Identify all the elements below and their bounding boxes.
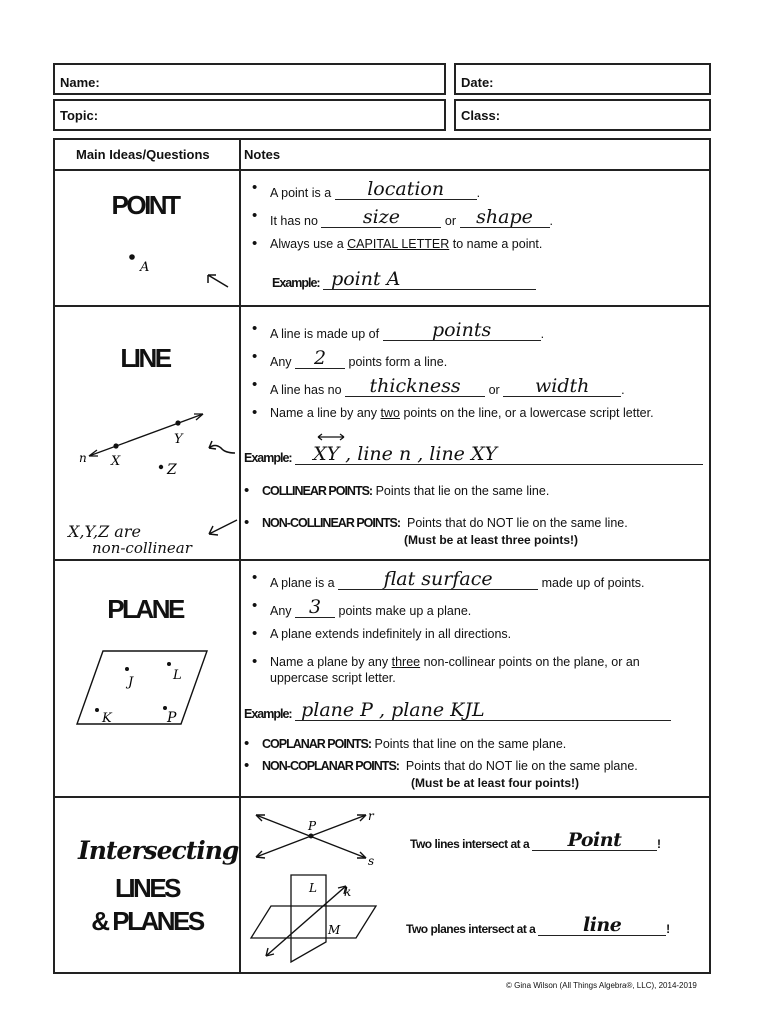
noncollinear-note: (Must be at least three points!) [404,533,579,547]
line-bullet-4: • Name a line by any two points on the line, or a lowercase script letter. [270,406,654,420]
point-bullet-3: • Always use a CAPITAL LETTER to name a point. [270,237,542,251]
topic-field[interactable] [53,99,446,131]
coplanar-definition: • COPLANAR POINTS: Points that line on the same plane. [262,737,566,751]
plane-example-answer: plane P , plane KJL [301,699,485,721]
line-example-answer: XY , line n , line XY [313,443,498,465]
line-symbol-icon [316,432,346,442]
intersecting-lines-diagram [248,805,388,870]
plane-answer-flat-surface: flat surface [383,568,493,590]
column-divider [239,140,241,972]
point-diagram [120,245,230,295]
row-divider [55,559,709,561]
plane-label-L: L [173,668,182,683]
plane-title: PLANE [107,594,183,624]
plane-bullet-3: • A plane extends indefinitely in all directions. [270,627,511,641]
name-field[interactable] [53,63,446,95]
plane-bullet-1: • A plane is a flat surface made up of points. [270,571,644,590]
line-answer-points: points [431,319,492,341]
noncollinear-definition: • NON-COLLINEAR POINTS: Points that do NOT lie on the same line. [262,516,628,530]
plane-bullet-4-cont: uppercase script letter. [270,671,396,685]
intersect-label-k: k [344,885,352,899]
class-label: Class: [461,108,501,123]
plane-answer-3: 3 [308,596,322,618]
copyright-footer: © Gina Wilson (All Things Algebra®, LLC), 2014-2019 [506,981,697,990]
column-header-main: Main Ideas/Questions [76,147,210,162]
point-bullet-2: • It has no size or shape . [270,209,553,228]
intersect-label-r: r [368,809,374,823]
topic-label: Topic: [60,108,99,123]
point-answer-shape: shape [476,206,533,228]
line-side-note-2: non-collinear [92,539,192,557]
plane-label-K: K [102,711,112,726]
intersecting-planes-diagram [246,872,396,967]
plane-label-P: P [167,710,177,726]
intersect-label-M: M [328,923,341,937]
noncoplanar-note: (Must be at least four points!) [411,776,579,790]
point-example-answer: point A [331,268,401,290]
point-title: POINT [111,190,179,220]
date-field[interactable] [454,63,711,95]
point-bullet-1: • A point is a location . [270,181,480,200]
point-example: Example: point A [272,271,536,290]
intersect-title-2: LINES [114,873,180,903]
intersect-lines-answer: Point [567,829,622,851]
line-label-Y: Y [174,432,183,447]
row-divider [55,169,709,171]
line-answer-thickness: thickness [369,375,461,397]
line-label-n: n [79,451,87,465]
plane-bullet-2: • Any 3 points make up a plane. [270,599,471,618]
date-label: Date: [461,75,494,90]
noncoplanar-definition: • NON-COPLANAR POINTS: Points that do NOT lie on the same plane. [262,759,638,773]
intersect-title-3: & PLANES [91,906,203,936]
name-label: Name: [60,75,100,90]
column-header-notes: Notes [244,147,281,162]
plane-diagram [75,648,215,728]
plane-bullet-4: • Name a plane by any three non-collinear points on the plane, or an [270,655,640,669]
point-label-A: A [140,260,150,275]
intersect-label-L: L [309,881,317,895]
intersect-planes-statement: Two planes intersect at a line ! [406,914,670,936]
intersect-label-s: s [368,854,375,868]
row-divider [55,796,709,798]
line-title: LINE [120,343,170,373]
row-divider [55,305,709,307]
collinear-definition: • COLLINEAR POINTS: Points that lie on the same line. [262,484,549,498]
intersect-label-P: P [308,819,317,833]
point-answer-size: size [362,206,400,228]
plane-example: Example: plane P , plane KJL [244,702,671,721]
line-bullet-2: • Any 2 points form a line. [270,350,447,369]
intersect-title-1: Intersecting [78,836,239,865]
plane-label-J: J [128,675,134,690]
point-answer-location: location [367,178,445,200]
class-field[interactable] [454,99,711,131]
intersect-planes-answer: line [583,914,622,936]
line-side-note-1: X,Y,Z are [68,522,141,541]
arrow-icon [203,514,243,538]
line-answer-2: 2 [313,347,327,369]
line-label-Z: Z [167,462,177,478]
line-diagram [75,405,240,480]
intersect-lines-statement: Two lines intersect at a Point ! [410,829,661,851]
line-bullet-1: • A line is made up of points . [270,322,544,341]
line-example: Example: XY , line n , line XY [244,446,703,465]
line-label-X: X [111,454,121,469]
line-answer-width: width [534,375,590,397]
line-bullet-3: • A line has no thickness or width . [270,378,625,397]
